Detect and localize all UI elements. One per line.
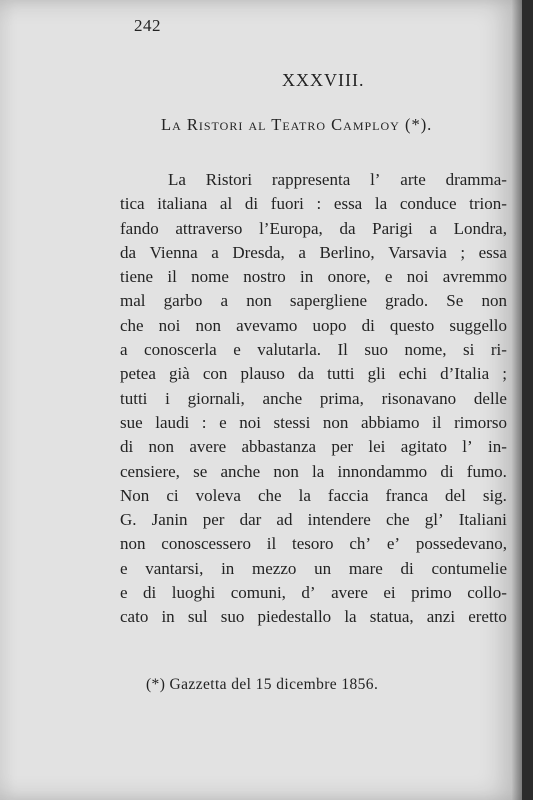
body-line bbox=[120, 605, 507, 629]
word: agitato bbox=[400, 437, 447, 457]
word: sig. bbox=[482, 485, 507, 505]
word: un bbox=[314, 558, 332, 578]
word: collo- bbox=[467, 583, 507, 603]
word: noi bbox=[239, 412, 261, 432]
word: a bbox=[220, 291, 229, 311]
word: : bbox=[201, 412, 207, 432]
word: Vienna bbox=[149, 242, 198, 262]
word: Ristori bbox=[205, 170, 253, 189]
body-line bbox=[120, 460, 507, 484]
word: a bbox=[120, 340, 128, 360]
word: giornali, bbox=[187, 388, 245, 408]
word: ci bbox=[166, 485, 179, 505]
word: suo bbox=[364, 340, 389, 360]
word: in bbox=[161, 607, 175, 627]
word: rappresenta bbox=[271, 170, 351, 189]
word: ad bbox=[276, 510, 293, 530]
word: che bbox=[120, 315, 144, 335]
word: d’Italia bbox=[440, 364, 490, 384]
word: Londra, bbox=[453, 218, 507, 238]
word: contumelie bbox=[431, 558, 507, 578]
word: mezzo bbox=[252, 558, 297, 578]
word: la bbox=[344, 607, 357, 627]
footnote: (*) Gazzetta del 15 dicembre 1856. bbox=[146, 676, 379, 693]
word: delle bbox=[473, 388, 507, 408]
body-line bbox=[120, 338, 507, 362]
word: da bbox=[339, 218, 356, 238]
word: e bbox=[120, 583, 128, 603]
word: suo bbox=[220, 607, 245, 627]
word: noi bbox=[406, 267, 429, 287]
word: questo bbox=[389, 315, 435, 335]
word: a bbox=[429, 218, 437, 238]
word: nostro bbox=[243, 267, 286, 287]
word: non bbox=[273, 461, 299, 481]
word: e bbox=[219, 412, 227, 432]
word: l’Europa, bbox=[259, 218, 323, 238]
word: anzi bbox=[426, 607, 456, 627]
word: attraverso bbox=[175, 218, 243, 238]
body-line bbox=[120, 508, 507, 532]
word: Il bbox=[337, 340, 348, 360]
body-line bbox=[120, 435, 507, 459]
word: la bbox=[298, 485, 311, 505]
word: non bbox=[148, 437, 175, 457]
word: del bbox=[445, 485, 466, 505]
word: da bbox=[120, 242, 137, 262]
body-line bbox=[120, 192, 507, 216]
word: e’ bbox=[386, 534, 401, 554]
word: essa bbox=[478, 242, 507, 262]
word: laudi bbox=[155, 412, 190, 432]
word: : bbox=[316, 194, 322, 214]
word: Se bbox=[446, 291, 464, 311]
word: d’ bbox=[301, 583, 316, 603]
word: si bbox=[463, 340, 475, 360]
word: di bbox=[143, 583, 157, 603]
word: comuni, bbox=[230, 583, 286, 603]
word: nome bbox=[191, 267, 229, 287]
word: tutti bbox=[120, 388, 148, 408]
word: di bbox=[400, 558, 414, 578]
word: anche bbox=[220, 461, 261, 481]
word: a bbox=[298, 242, 306, 262]
word: l’ bbox=[370, 170, 381, 189]
word: gl’ bbox=[424, 510, 444, 530]
word: e bbox=[233, 340, 241, 360]
word: lei bbox=[368, 437, 386, 457]
word: anche bbox=[262, 388, 303, 408]
word: mal bbox=[120, 291, 146, 311]
word: di bbox=[120, 437, 134, 457]
word: dramma- bbox=[445, 170, 507, 189]
word: non bbox=[322, 412, 349, 432]
word: vantarsi, bbox=[145, 558, 204, 578]
word: in bbox=[300, 267, 314, 287]
word: tesoro bbox=[292, 534, 334, 554]
word: echi bbox=[398, 364, 427, 384]
word: conduce bbox=[399, 194, 457, 214]
word: plauso bbox=[240, 364, 285, 384]
body-line bbox=[120, 168, 507, 192]
word: per bbox=[202, 510, 225, 530]
word: fando bbox=[120, 218, 159, 238]
word: ei bbox=[383, 583, 396, 603]
word: che bbox=[257, 485, 282, 505]
word: primo bbox=[411, 583, 452, 603]
word: per bbox=[331, 437, 354, 457]
word: il bbox=[432, 412, 442, 432]
word: di bbox=[244, 194, 259, 214]
body-text bbox=[120, 168, 507, 630]
word: tutti bbox=[327, 364, 355, 384]
word: la bbox=[374, 194, 388, 214]
word: nome, bbox=[404, 340, 447, 360]
word: risonavano bbox=[381, 388, 457, 408]
word: mare bbox=[348, 558, 383, 578]
word: faccia bbox=[327, 485, 369, 505]
word: grado. bbox=[385, 291, 429, 311]
word: in bbox=[221, 558, 235, 578]
word: al bbox=[219, 194, 233, 214]
word: italiana bbox=[157, 194, 208, 214]
word: non bbox=[120, 534, 146, 554]
page-edge-shadow bbox=[512, 0, 522, 800]
body-line bbox=[120, 411, 507, 435]
word: da bbox=[297, 364, 314, 384]
word: a bbox=[211, 242, 219, 262]
word: statua, bbox=[369, 607, 414, 627]
word: il bbox=[167, 267, 177, 287]
word: rimorso bbox=[454, 412, 507, 432]
word: uopo bbox=[312, 315, 347, 335]
body-line bbox=[120, 217, 507, 241]
word: non bbox=[195, 315, 221, 335]
word: noi bbox=[158, 315, 181, 335]
body-line bbox=[120, 484, 507, 508]
word: ; bbox=[460, 242, 466, 262]
word: Non bbox=[120, 485, 150, 505]
word: sul bbox=[187, 607, 208, 627]
word: censiere, bbox=[120, 461, 180, 481]
word: stessi bbox=[273, 412, 311, 432]
word: Varsavia bbox=[388, 242, 447, 262]
word: già bbox=[168, 364, 190, 384]
word: intendere bbox=[307, 510, 371, 530]
word: cato bbox=[120, 607, 149, 627]
word: conoscessero bbox=[161, 534, 251, 554]
body-line bbox=[120, 265, 507, 289]
word: la bbox=[312, 461, 325, 481]
word: e bbox=[120, 558, 128, 578]
word: di bbox=[440, 461, 454, 481]
word: Berlino, bbox=[319, 242, 375, 262]
word: conoscerla bbox=[144, 340, 217, 360]
word: che bbox=[386, 510, 410, 530]
word: abbiamo bbox=[360, 412, 420, 432]
word: piedestallo bbox=[257, 607, 332, 627]
word: onore, bbox=[327, 267, 371, 287]
word: voleva bbox=[195, 485, 241, 505]
body-line bbox=[120, 362, 507, 386]
page-number: 242 bbox=[134, 16, 161, 35]
word: petea bbox=[120, 364, 156, 384]
word: essa bbox=[333, 194, 363, 214]
word: prima, bbox=[319, 388, 364, 408]
word: fuori bbox=[270, 194, 304, 214]
body-line bbox=[120, 387, 507, 411]
word: fumo. bbox=[466, 461, 507, 481]
word: sapergliene bbox=[289, 291, 367, 311]
body-line bbox=[120, 289, 507, 313]
word: l’ bbox=[462, 437, 473, 457]
word: avere bbox=[189, 437, 227, 457]
word: La bbox=[168, 170, 186, 189]
word: avevamo bbox=[236, 315, 298, 335]
body-line bbox=[120, 314, 507, 338]
word: i bbox=[165, 388, 170, 408]
word: avere bbox=[331, 583, 368, 603]
word: di bbox=[361, 315, 375, 335]
word: ri- bbox=[490, 340, 507, 360]
word: Italiani bbox=[458, 510, 507, 530]
word: garbo bbox=[163, 291, 203, 311]
word: ; bbox=[502, 364, 507, 384]
word: innondammo bbox=[337, 461, 428, 481]
word: non bbox=[481, 291, 507, 311]
word: il bbox=[266, 534, 277, 554]
word: gli bbox=[367, 364, 386, 384]
word: suggello bbox=[449, 315, 507, 335]
body-line bbox=[120, 581, 507, 605]
body-line bbox=[120, 557, 507, 581]
body-line bbox=[120, 532, 507, 556]
word: tiene bbox=[120, 267, 154, 287]
body-line bbox=[120, 241, 507, 265]
chapter-title: La Ristori al Teatro Camploy (*). bbox=[161, 115, 433, 134]
word: Dresda, bbox=[232, 242, 285, 262]
word: sue bbox=[120, 412, 143, 432]
word: eretto bbox=[468, 607, 507, 627]
word: arte bbox=[400, 170, 426, 189]
word: possedevano, bbox=[415, 534, 507, 554]
word: dar bbox=[239, 510, 262, 530]
word: se bbox=[193, 461, 208, 481]
chapter-numeral: XXXVIII. bbox=[282, 70, 365, 90]
word: luoghi bbox=[171, 583, 216, 603]
word: in- bbox=[488, 437, 507, 457]
word: abbastanza bbox=[241, 437, 317, 457]
word: tica bbox=[120, 194, 145, 214]
word: franca bbox=[385, 485, 428, 505]
word: ch’ bbox=[349, 534, 372, 554]
word: trion- bbox=[469, 194, 507, 214]
word: non bbox=[246, 291, 272, 311]
word: Parigi bbox=[372, 218, 413, 238]
word: con bbox=[202, 364, 228, 384]
word: valutarla. bbox=[257, 340, 321, 360]
word: e bbox=[384, 267, 393, 287]
word: Janin bbox=[151, 510, 188, 530]
word: avremmo bbox=[442, 267, 507, 287]
word: G. bbox=[120, 510, 137, 530]
